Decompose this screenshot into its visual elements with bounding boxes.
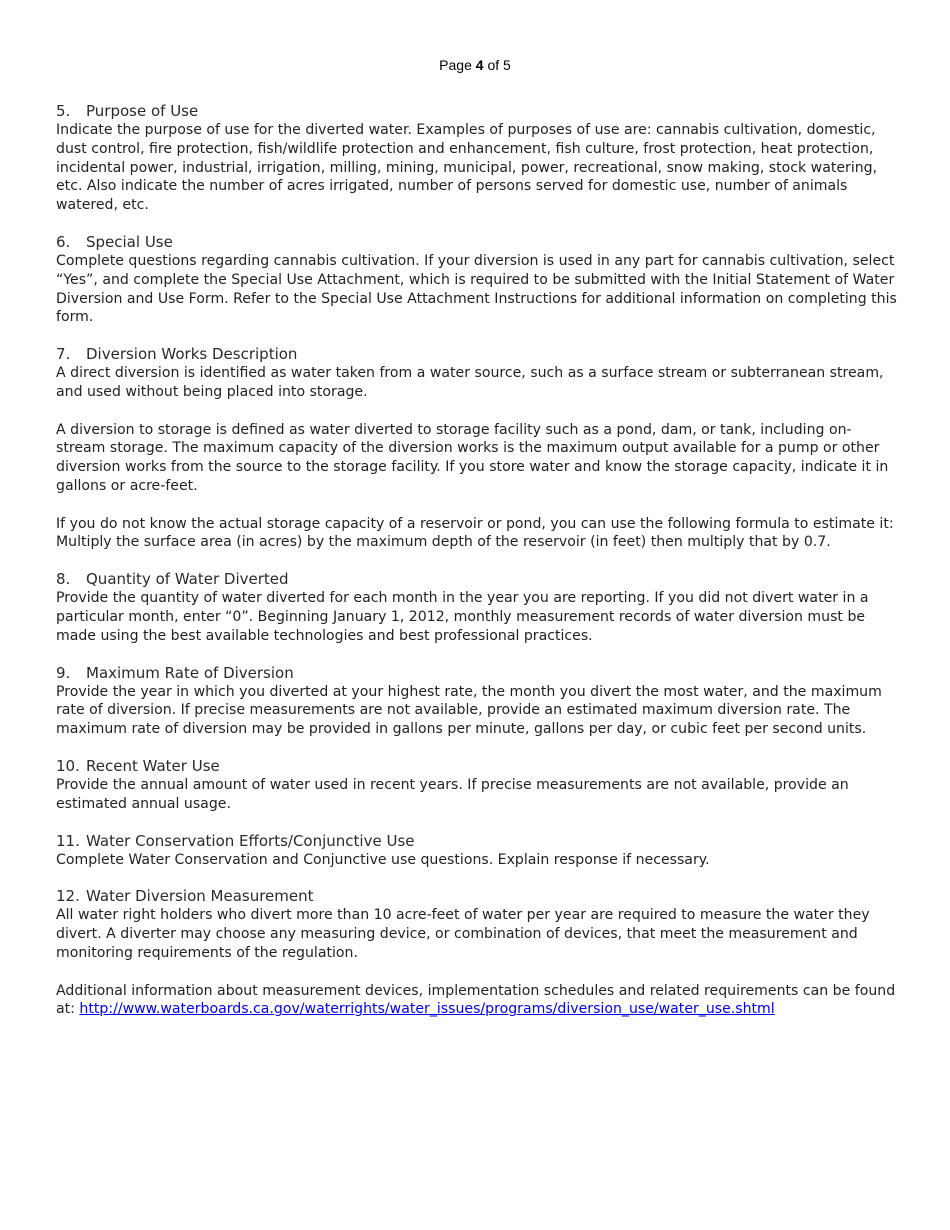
section-water-conservation (56, 832, 898, 870)
page-number-header (0, 56, 950, 74)
section-title: Purpose of Use (86, 102, 199, 120)
section-heading (56, 102, 898, 121)
section-title: Maximum Rate of Diversion (86, 663, 294, 682)
section-number: 6. (56, 232, 71, 251)
section-paragraph: Indicate the purpose of use for the diverted water. Examples of purposes of use are: cannabis cultivation, domestic, dust control, fire protection, fish/wildlife protection and enhancement, fish culture, frost protection, heat protection, incidental power, industrial, irrigation, milling, mining, municipal, power, recreational, snow making, stock watering, etc. Also indicate the number of acres irrigated, number of persons served for domestic use, number of animals watered, etc. (56, 122, 878, 214)
section-maximum-rate-of-diversion (56, 664, 898, 739)
closing-text: Additional information about measurement devices, implementation schedules and related requirements can be found at: (56, 982, 896, 1018)
section-number: 12. (56, 887, 80, 906)
section-heading (56, 887, 898, 906)
page-of: of (487, 57, 500, 73)
section-heading (56, 570, 898, 589)
section-number: 11. (56, 831, 80, 850)
page-current: 4 (475, 57, 484, 73)
section-special-use (56, 233, 898, 327)
section-paragraph: Provide the quantity of water diverted for each month in the year you are reporting. If you did not divert water in a particular month, enter “0”. Beginning January 1, 2012, monthly measurement records of water diversion must be made using the best available technologies and best professional practices. (56, 590, 869, 644)
section-water-diversion-measurement (56, 887, 898, 1019)
closing-paragraph (56, 982, 898, 1020)
section-title: Water Conservation Efforts/Conjunctive Use (86, 831, 415, 850)
section-paragraph: A direct diversion is identified as water taken from a water source, such as a surface stream or subterranean stream, and used without being placed into storage. (56, 365, 884, 400)
section-number: 9. (56, 663, 71, 682)
section-number: 8. (56, 570, 71, 589)
section-number: 7. (56, 345, 71, 364)
section-paragraph: All water right holders who divert more than 10 acre-feet of water per year are required to measure the water they divert. A diverter may choose any measuring device, or combination of devices, that meet the measurement and monitoring requirements of the regulation. (56, 907, 870, 961)
section-title: Special Use (86, 232, 173, 251)
section-paragraph: Provide the year in which you diverted at your highest rate, the month you divert the most water, and the maximum rate of diversion. If precise measurements are not available, provide an estimated maximum diversion rate. The maximum rate of diversion may be provided in gallons per minute, gallons per day, or cubic feet per second units. (56, 683, 882, 738)
section-title: Quantity of Water Diverted (86, 570, 289, 589)
section-paragraph: Complete questions regarding cannabis cultivation. If your diversion is used in any part for cannabis cultivation, select “Yes”, and complete the Special Use Attachment, which is required to be submitted with the Initial Statement of Water Diversion and Use Form. Refer to the Special Use Attachment Instructions for additional information on completing this form. (56, 252, 897, 326)
section-heading (56, 832, 898, 851)
section-diversion-works-description (56, 345, 898, 552)
section-heading (56, 757, 898, 776)
section-paragraph: If you do not know the actual storage capacity of a reservoir or pond, you can use the following formula to estimate it: Multiply the surface area (in acres) by the maximum depth of the reservoir (in feet) then multiply that by 0.7. (56, 515, 894, 551)
section-paragraph: Complete Water Conservation and Conjunctive use questions. Explain response if necessary. (56, 851, 710, 868)
section-quantity-of-water-diverted (56, 570, 898, 645)
section-recent-water-use (56, 757, 898, 814)
section-heading (56, 345, 898, 364)
page-label: Page (439, 57, 472, 73)
instructions-body (56, 102, 898, 1037)
section-heading (56, 233, 898, 252)
section-number: 5. (56, 102, 71, 120)
section-title: Recent Water Use (86, 756, 220, 775)
water-use-link[interactable]: http://www.waterboards.ca.gov/waterrights/water_issues/programs/diversion_use/water_use.shtml (79, 1001, 775, 1018)
section-paragraph: A diversion to storage is defined as water diverted to storage facility such as a pond, dam, or tank, including on-stream storage. The maximum capacity of the diversion works is the maximum output available for a pump or other diversion works from the source to the storage facility. If you store water and know the storage capacity, indicate it in gallons or acre-feet. (56, 421, 889, 494)
section-purpose-of-use (56, 102, 898, 215)
section-number: 10. (56, 756, 80, 775)
section-title: Water Diversion Measurement (86, 887, 314, 906)
section-title: Diversion Works Description (86, 345, 298, 364)
section-paragraph: Provide the annual amount of water used in recent years. If precise measurements are not available, provide an estimated annual usage. (56, 776, 849, 812)
section-heading (56, 664, 898, 683)
page-total: 5 (503, 57, 511, 73)
